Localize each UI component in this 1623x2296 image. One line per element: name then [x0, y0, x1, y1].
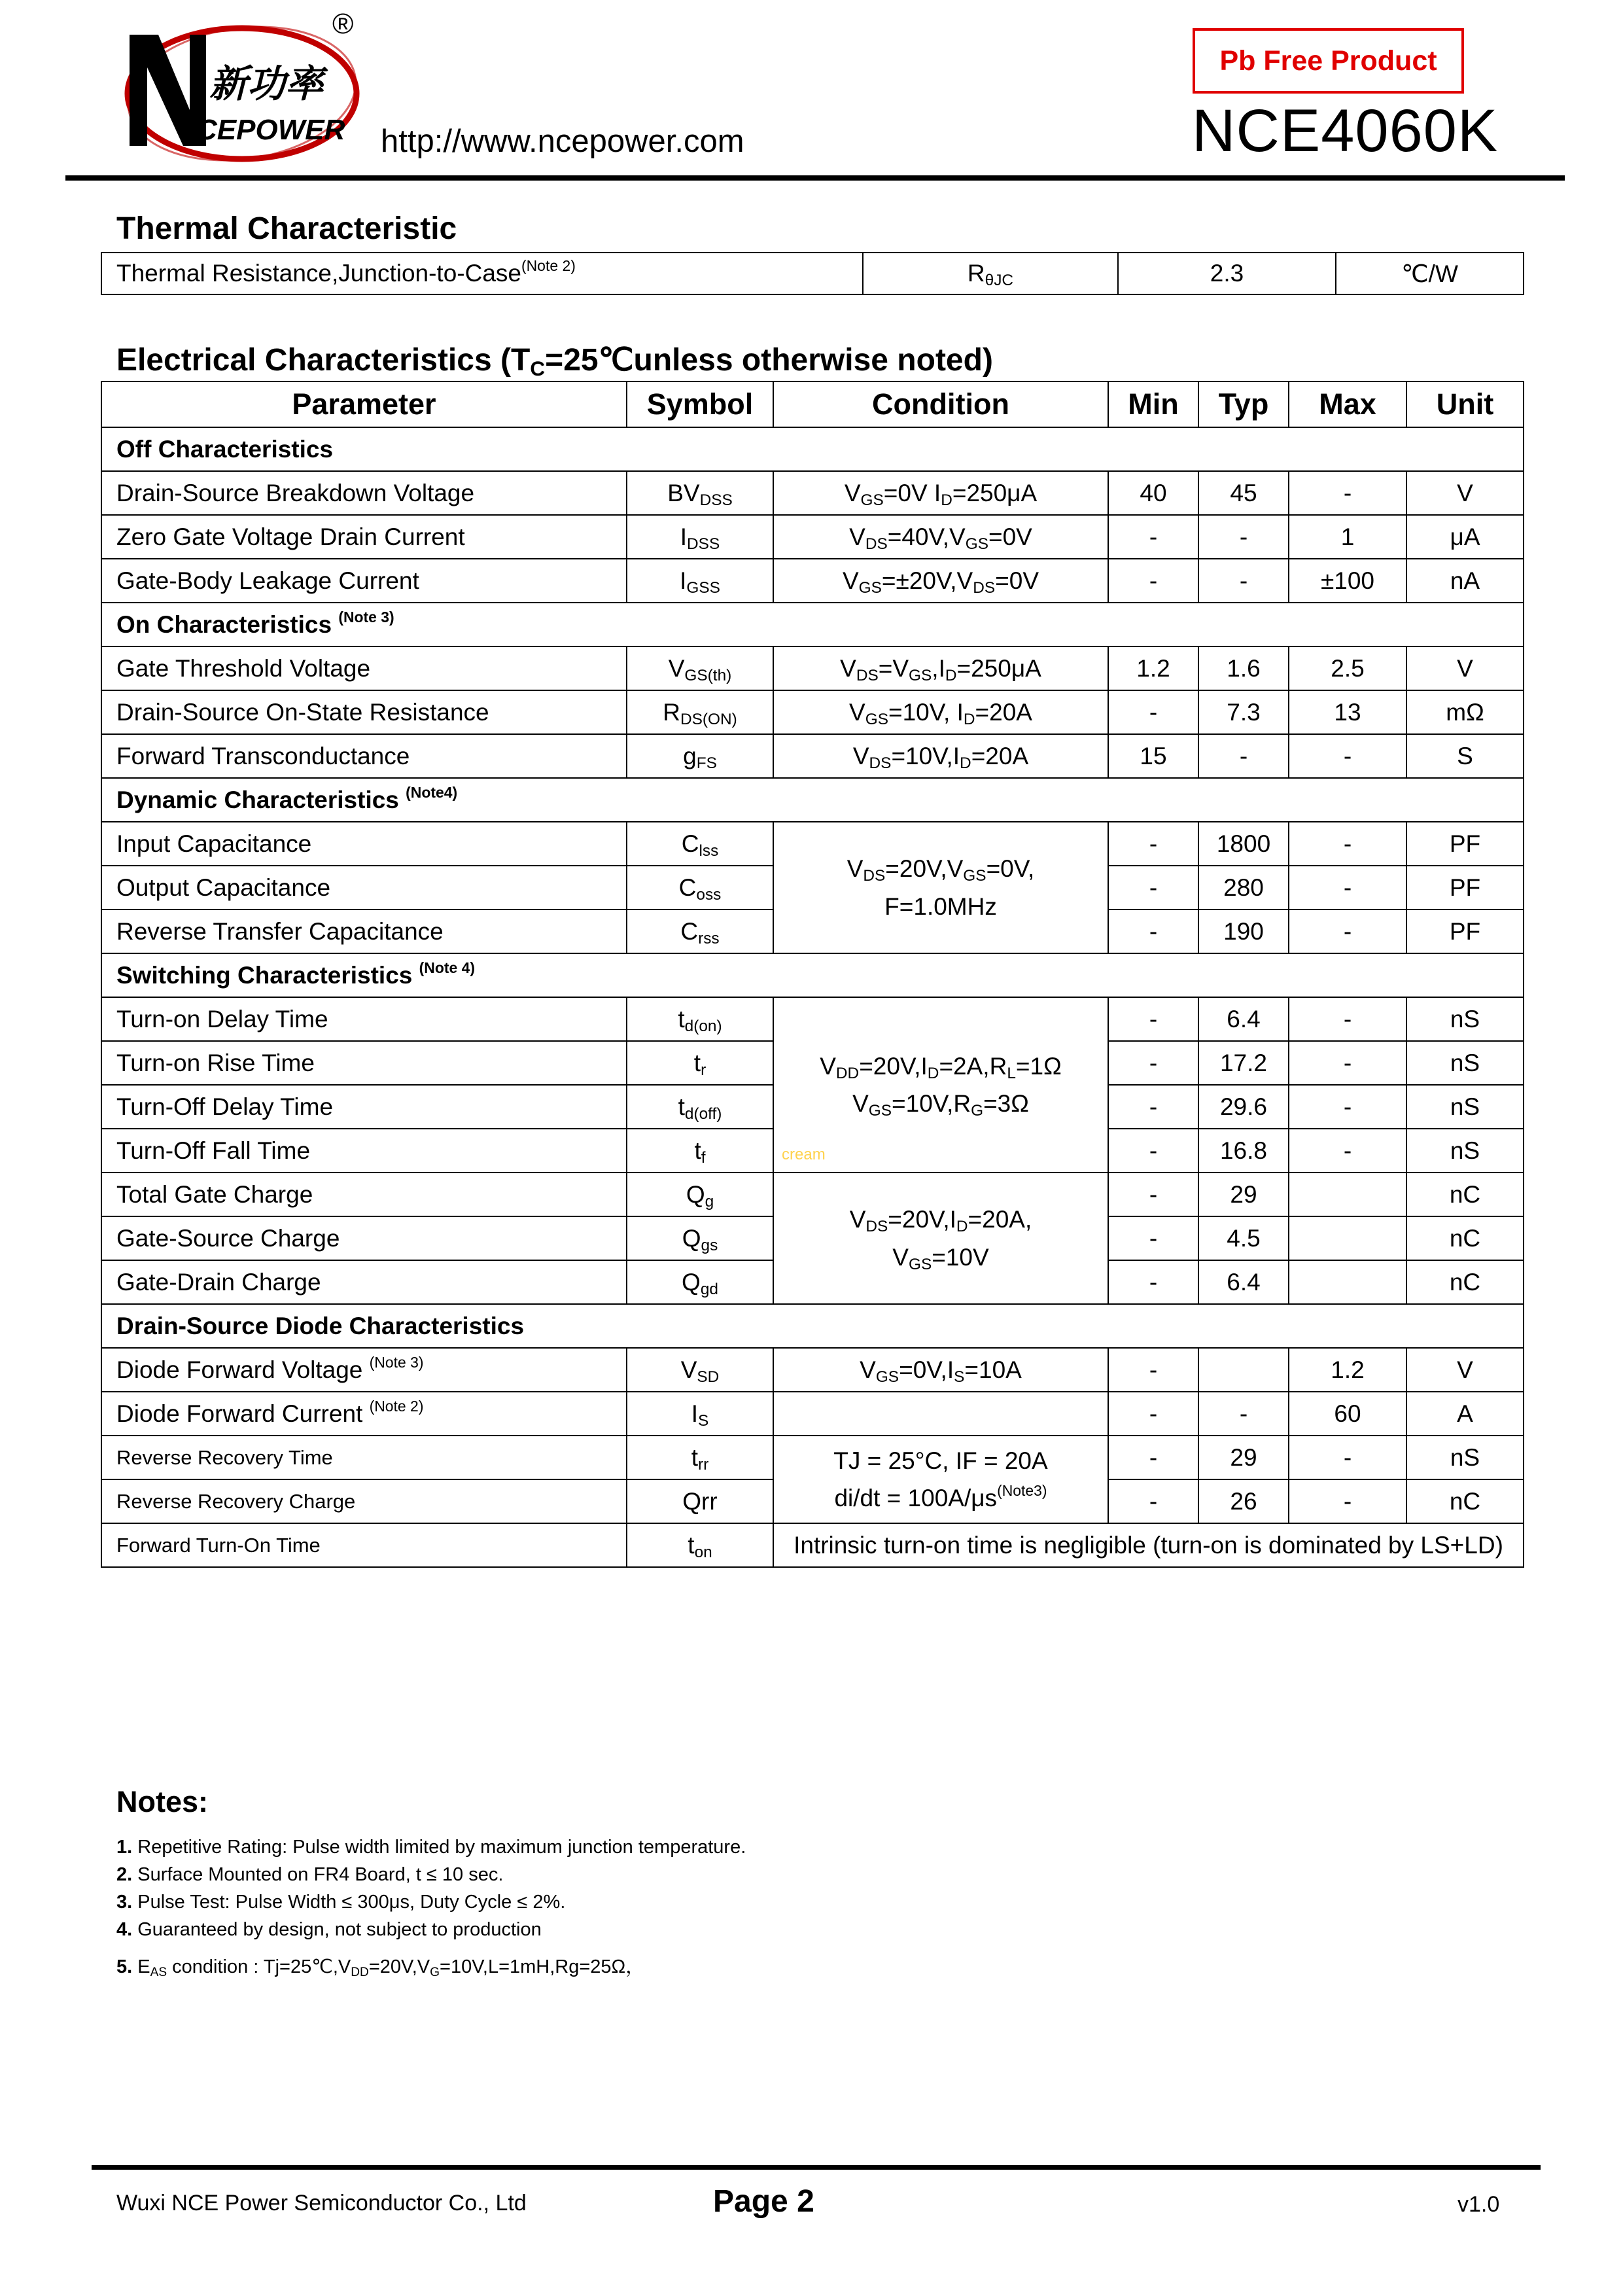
thermal-table [101, 252, 1524, 295]
condition-cell: $V_{DS}=10V,I_D=20A$ [773, 734, 1108, 778]
svg-text:新功率: 新功率 [209, 62, 324, 106]
typ-cell: 45 [1198, 471, 1289, 515]
typ-cell: 29 [1198, 1173, 1289, 1216]
typ-cell: 190 [1198, 910, 1289, 953]
unit-cell: mΩ [1406, 690, 1524, 734]
symbol-cell: $t_r$ [627, 1041, 773, 1085]
table-row [101, 515, 1524, 559]
header-parameter: Parameter [101, 381, 627, 427]
symbol-cell: $I_S$ [627, 1392, 773, 1436]
table-row [101, 1348, 1524, 1392]
table-row [101, 1392, 1524, 1436]
thermal-symbol: $R_{\theta JC}$ [863, 253, 1118, 294]
table-row [101, 1436, 1524, 1479]
table-header-row [101, 381, 1524, 427]
symbol-cell: $t_{d(on)}$ [627, 997, 773, 1041]
min-cell: - [1108, 822, 1198, 866]
typ-cell: 29.6 [1198, 1085, 1289, 1129]
note-3: 3. Pulse Test: Pulse Width ≤ 300μs, Duty Cycle ≤ 2%. [116, 1892, 566, 1913]
param-cell: Turn-Off Fall Time [101, 1129, 627, 1173]
min-cell: - [1108, 1085, 1198, 1129]
note-4: 4. Guaranteed by design, not subject to production [116, 1919, 542, 1940]
header-symbol: Symbol [627, 381, 773, 427]
table-row [101, 997, 1524, 1041]
table-row [101, 559, 1524, 603]
footer-divider [92, 2165, 1541, 2170]
header-typ: Typ [1198, 381, 1289, 427]
registered-mark: ® [332, 8, 354, 40]
company-name: Wuxi NCE Power Semiconductor Co., Ltd [116, 2191, 527, 2216]
unit-cell: PF [1406, 866, 1524, 910]
unit-cell: V [1406, 471, 1524, 515]
typ-cell: - [1198, 1392, 1289, 1436]
header-min: Min [1108, 381, 1198, 427]
typ-cell: 6.4 [1198, 997, 1289, 1041]
section-label: Switching Characteristics $^{(Note 4)}$ [101, 953, 1524, 997]
min-cell: - [1108, 866, 1198, 910]
max-cell: - [1289, 1129, 1406, 1173]
min-cell: - [1108, 1041, 1198, 1085]
symbol-cell: $V_{SD}$ [627, 1348, 773, 1392]
unit-cell: nS [1406, 1041, 1524, 1085]
param-cell: Drain-Source On-State Resistance [101, 690, 627, 734]
param-cell: Turn-Off Delay Time [101, 1085, 627, 1129]
max-cell: ±100 [1289, 559, 1406, 603]
param-cell: Output Capacitance [101, 866, 627, 910]
section-label: Off Characteristics [101, 427, 1524, 471]
condition-cell: TJ = 25°C, IF = 20A $di/dt = 100A/\mu s^{(Note3)}$ [773, 1436, 1108, 1523]
param-cell: Forward Transconductance [101, 734, 627, 778]
min-cell: - [1108, 997, 1198, 1041]
min-cell: 1.2 [1108, 646, 1198, 690]
symbol-cell: $C_{oss}$ [627, 866, 773, 910]
typ-cell: 6.4 [1198, 1260, 1289, 1304]
pb-free-badge: Pb Free Product [1193, 28, 1464, 94]
unit-cell: PF [1406, 822, 1524, 866]
unit-cell: A [1406, 1392, 1524, 1436]
min-cell: - [1108, 910, 1198, 953]
condition-cell: $V_{DS}=20V,I_D=20A$, $V_{GS}=10V$ [773, 1173, 1108, 1304]
typ-cell: - [1198, 559, 1289, 603]
section-row-off [101, 427, 1524, 471]
page-number: Page 2 [713, 2184, 814, 2219]
thermal-title: Thermal Characteristic [116, 211, 457, 246]
condition-cell: $V_{DD}=20V,I_D=2A,R_L=1\Omega$ $V_{GS}=10V,R_G=3\Omega$ cream [773, 997, 1108, 1173]
max-cell: - [1289, 822, 1406, 866]
version-label: v1.0 [1457, 2192, 1500, 2217]
typ-cell: 1.6 [1198, 646, 1289, 690]
min-cell: - [1108, 1392, 1198, 1436]
unit-cell: nC [1406, 1216, 1524, 1260]
svg-text:CEPOWER: CEPOWER [196, 114, 345, 146]
typ-cell: - [1198, 734, 1289, 778]
param-cell: Input Capacitance [101, 822, 627, 866]
header-max: Max [1289, 381, 1406, 427]
param-cell: Diode Forward Current $^{(Note 2)}$ [101, 1392, 627, 1436]
symbol-cell: $BV_{DSS}$ [627, 471, 773, 515]
symbol-cell: $Q_{gd}$ [627, 1260, 773, 1304]
param-cell: Total Gate Charge [101, 1173, 627, 1216]
max-cell: - [1289, 1085, 1406, 1129]
condition-cell: $V_{DS}=40V,V_{GS}=0V$ [773, 515, 1108, 559]
table-row [101, 822, 1524, 866]
min-cell: - [1108, 1129, 1198, 1173]
table-row [101, 690, 1524, 734]
param-cell: Gate Threshold Voltage [101, 646, 627, 690]
condition-cell: $V_{GS}=0V$ $I_D=250\mu A$ [773, 471, 1108, 515]
max-cell: 60 [1289, 1392, 1406, 1436]
notes-title: Notes: [116, 1785, 209, 1818]
max-cell: - [1289, 471, 1406, 515]
max-cell: 1 [1289, 515, 1406, 559]
min-cell: - [1108, 690, 1198, 734]
max-cell: - [1289, 734, 1406, 778]
param-cell: Reverse Recovery Charge [101, 1479, 627, 1523]
typ-cell: 1800 [1198, 822, 1289, 866]
electrical-title: Electrical Characteristics ($T_C=25℃unless$ otherwise noted) [116, 343, 993, 380]
max-cell: - [1289, 910, 1406, 953]
header-divider [65, 175, 1565, 181]
symbol-cell: $V_{GS(th)}$ [627, 646, 773, 690]
header-condition: Condition [773, 381, 1108, 427]
condition-cell: $V_{GS}=\pm 20V,V_{DS}=0V$ [773, 559, 1108, 603]
param-cell: Turn-on Rise Time [101, 1041, 627, 1085]
symbol-cell: $R_{DS(ON)}$ [627, 690, 773, 734]
typ-cell: - [1198, 515, 1289, 559]
symbol-cell: $I_{GSS}$ [627, 559, 773, 603]
section-row-diode [101, 1304, 1524, 1348]
unit-cell: μA [1406, 515, 1524, 559]
condition-cell: $V_{DS}=20V,V_{GS}=0V$, F=1.0MHz [773, 822, 1108, 953]
section-label: Drain-Source Diode Characteristics [101, 1304, 1524, 1348]
typ-cell: 7.3 [1198, 690, 1289, 734]
typ-cell: 26 [1198, 1479, 1289, 1523]
max-cell: 2.5 [1289, 646, 1406, 690]
min-cell: - [1108, 515, 1198, 559]
min-cell: - [1108, 1479, 1198, 1523]
typ-cell: 280 [1198, 866, 1289, 910]
max-cell: 1.2 [1289, 1348, 1406, 1392]
param-cell: Gate-Drain Charge [101, 1260, 627, 1304]
min-cell: - [1108, 1216, 1198, 1260]
unit-cell: nA [1406, 559, 1524, 603]
section-row-switching [101, 953, 1524, 997]
condition-cell: $V_{GS}=10V$, $I_D=20A$ [773, 690, 1108, 734]
unit-cell: nS [1406, 1129, 1524, 1173]
unit-cell: nS [1406, 1085, 1524, 1129]
symbol-cell: $g_{FS}$ [627, 734, 773, 778]
param-cell: Drain-Source Breakdown Voltage [101, 471, 627, 515]
min-cell: - [1108, 1348, 1198, 1392]
param-cell: Gate-Source Charge [101, 1216, 627, 1260]
param-cell: Reverse Transfer Capacitance [101, 910, 627, 953]
max-cell [1289, 1260, 1406, 1304]
symbol-cell: $t_{on}$ [627, 1523, 773, 1567]
section-row-on [101, 603, 1524, 646]
thermal-parameter: Thermal Resistance,Junction-to-Case$^{(Note 2)}$ [101, 253, 863, 294]
stray-text: cream [782, 1145, 826, 1163]
unit-cell: nC [1406, 1479, 1524, 1523]
max-cell [1289, 1173, 1406, 1216]
table-row [101, 1523, 1524, 1567]
typ-cell: 16.8 [1198, 1129, 1289, 1173]
unit-cell: nS [1406, 1436, 1524, 1479]
condition-cell: $V_{DS}=V_{GS},I_D=250\mu A$ [773, 646, 1108, 690]
unit-cell: nC [1406, 1173, 1524, 1216]
website-url: http://www.ncepower.com [381, 124, 744, 159]
symbol-cell: $t_f$ [627, 1129, 773, 1173]
electrical-table [101, 381, 1524, 1568]
min-cell: - [1108, 1260, 1198, 1304]
condition-cell: Intrinsic turn-on time is negligible (turn-on is dominated by LS+LD) [773, 1523, 1524, 1567]
symbol-cell: $Q_g$ [627, 1173, 773, 1216]
symbol-cell: $C_{lss}$ [627, 822, 773, 866]
section-label: Dynamic Characteristics $^{(Note4)}$ [101, 778, 1524, 822]
typ-cell: 17.2 [1198, 1041, 1289, 1085]
note-1: 1. Repetitive Rating: Pulse width limited by maximum junction temperature. [116, 1837, 746, 1858]
max-cell: - [1289, 1479, 1406, 1523]
section-row-dynamic [101, 778, 1524, 822]
header-unit: Unit [1406, 381, 1524, 427]
ncepower-logo [118, 12, 366, 162]
condition-cell: $V_{GS}=0V,I_S=10A$ [773, 1348, 1108, 1392]
unit-cell: nS [1406, 997, 1524, 1041]
table-row [101, 471, 1524, 515]
param-cell: Zero Gate Voltage Drain Current [101, 515, 627, 559]
max-cell: - [1289, 866, 1406, 910]
table-row [101, 646, 1524, 690]
min-cell: - [1108, 1173, 1198, 1216]
max-cell: 13 [1289, 690, 1406, 734]
table-row [101, 253, 1524, 294]
symbol-cell: $C_{rss}$ [627, 910, 773, 953]
unit-cell: PF [1406, 910, 1524, 953]
symbol-cell: $t_{d(off)}$ [627, 1085, 773, 1129]
typ-cell [1198, 1348, 1289, 1392]
param-cell: Reverse Recovery Time [101, 1436, 627, 1479]
symbol-cell: $Q_{gs}$ [627, 1216, 773, 1260]
thermal-unit: ℃/W [1336, 253, 1524, 294]
note-2: 2. Surface Mounted on FR4 Board, t ≤ 10 sec. [116, 1864, 504, 1885]
section-label: On Characteristics $^{(Note 3)}$ [101, 603, 1524, 646]
min-cell: - [1108, 559, 1198, 603]
unit-cell: nC [1406, 1260, 1524, 1304]
param-cell: Turn-on Delay Time [101, 997, 627, 1041]
thermal-value: 2.3 [1118, 253, 1336, 294]
typ-cell: 29 [1198, 1436, 1289, 1479]
max-cell [1289, 1216, 1406, 1260]
param-cell: Gate-Body Leakage Current [101, 559, 627, 603]
table-row [101, 1173, 1524, 1216]
max-cell: - [1289, 1041, 1406, 1085]
max-cell: - [1289, 1436, 1406, 1479]
symbol-cell: $I_{DSS}$ [627, 515, 773, 559]
param-cell: Forward Turn-On Time [101, 1523, 627, 1567]
symbol-cell: Qrr [627, 1479, 773, 1523]
note-5: 5. $E_{AS}$ condition : $Tj=25℃,V_{DD}=20V,V_G=10V,L=1mH,Rg=25\Omega$， [116, 1956, 645, 1979]
min-cell: 15 [1108, 734, 1198, 778]
unit-cell: V [1406, 1348, 1524, 1392]
typ-cell: 4.5 [1198, 1216, 1289, 1260]
condition-cell [773, 1392, 1108, 1436]
symbol-cell: $t_{rr}$ [627, 1436, 773, 1479]
table-row [101, 734, 1524, 778]
min-cell: - [1108, 1436, 1198, 1479]
param-cell: Diode Forward Voltage $^{(Note 3)}$ [101, 1348, 627, 1392]
part-number: NCE4060K [1192, 97, 1499, 164]
unit-cell: S [1406, 734, 1524, 778]
max-cell: - [1289, 997, 1406, 1041]
unit-cell: V [1406, 646, 1524, 690]
min-cell: 40 [1108, 471, 1198, 515]
